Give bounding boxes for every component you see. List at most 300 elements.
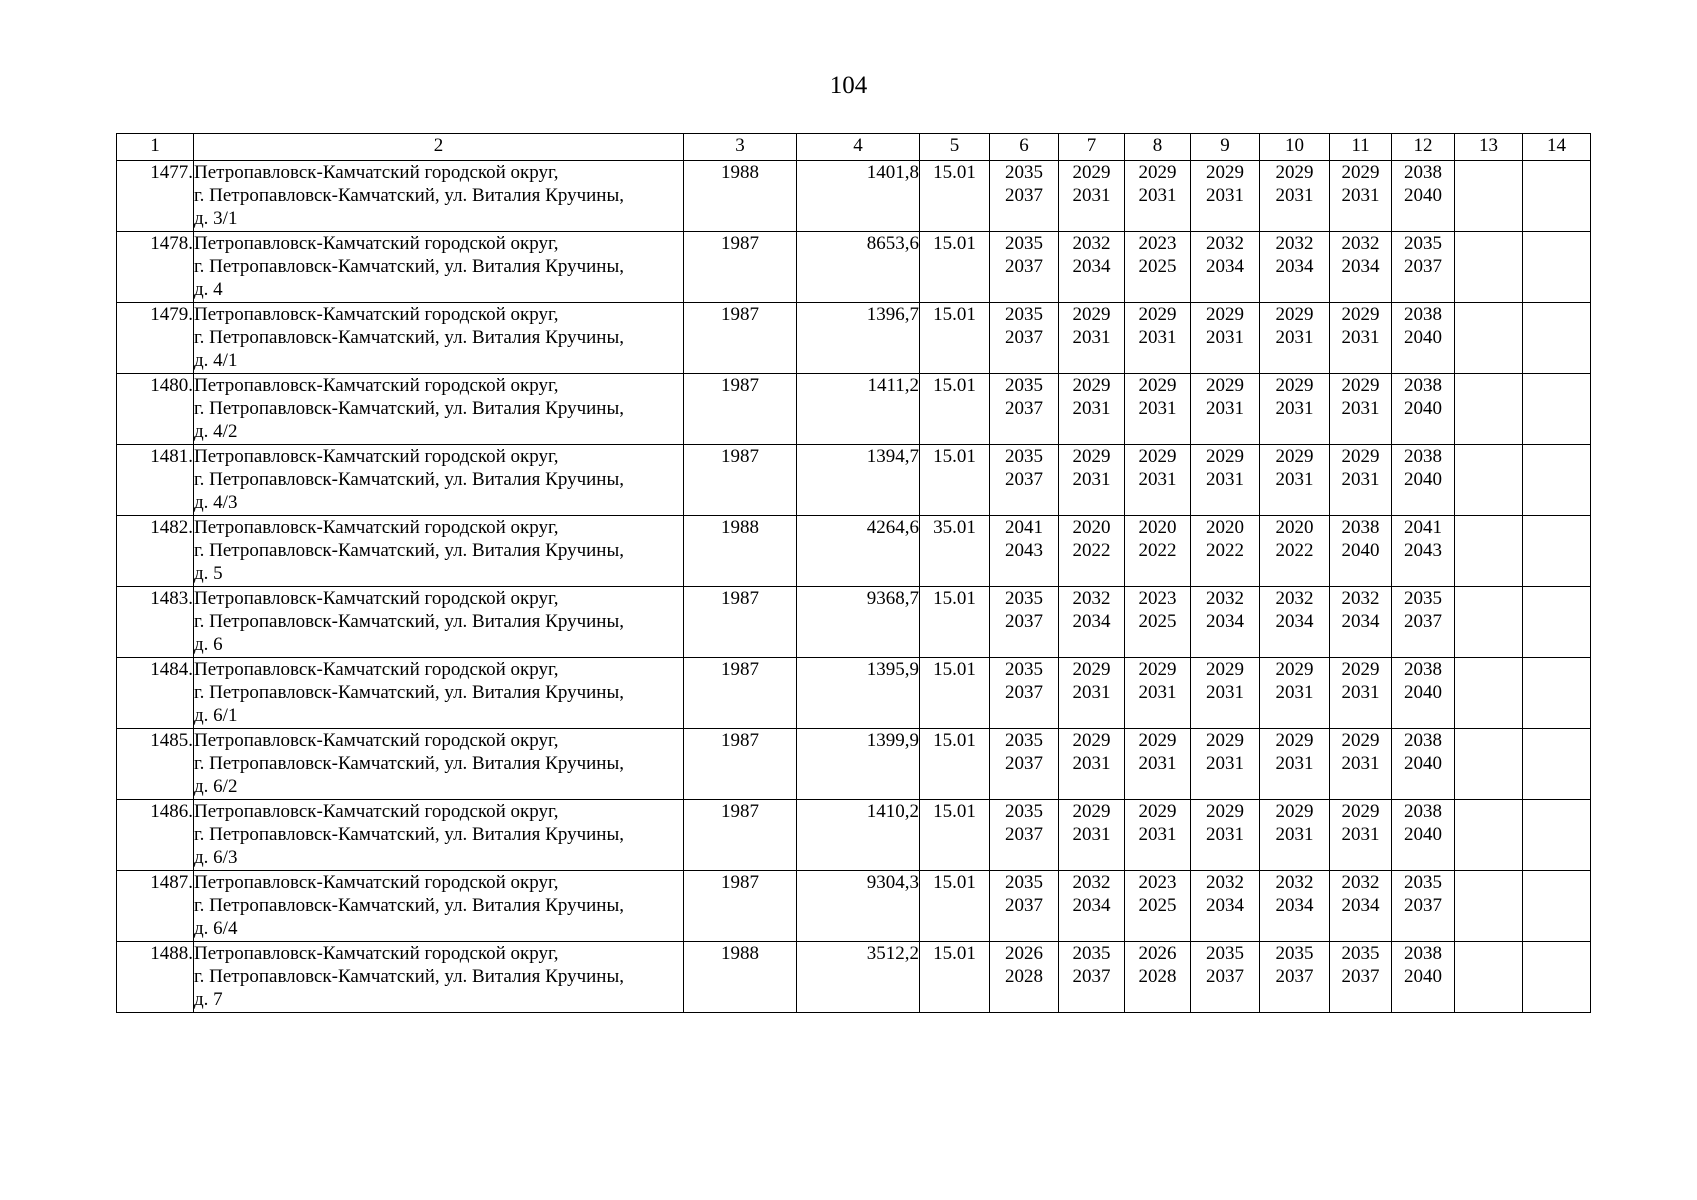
- column-header: 7: [1059, 134, 1125, 161]
- period-cell: [1260, 871, 1330, 942]
- area-cell: 8653,6: [797, 232, 920, 303]
- address-line: Петропавловск-Камчатский городской округ,: [194, 233, 559, 254]
- period-year: 2031: [1341, 824, 1380, 845]
- period-year: 2041: [1005, 517, 1043, 538]
- address-line: г. Петропавловск-Камчатский, ул. Виталия Кручины,: [194, 895, 624, 916]
- row-number-cell: 1483.: [117, 587, 194, 658]
- period-cell: [1260, 942, 1330, 1013]
- code-cell: 15.01: [920, 871, 990, 942]
- empty-cell: [1523, 374, 1591, 445]
- period-year: 2029: [1206, 304, 1244, 325]
- period-year: 2029: [1341, 659, 1380, 680]
- period-cell: [1059, 729, 1125, 800]
- period-cell: [1392, 303, 1455, 374]
- address-line: Петропавловск-Камчатский городской округ,: [194, 730, 559, 751]
- period-cell: [1125, 232, 1191, 303]
- period-cell: [1260, 800, 1330, 871]
- housing-register-table: [116, 133, 1591, 1013]
- empty-cell: [1523, 445, 1591, 516]
- period-year: 2031: [1341, 327, 1380, 348]
- empty-cell: [1523, 303, 1591, 374]
- address-cell: [194, 942, 684, 1013]
- period-cell: [1191, 445, 1260, 516]
- period-cell: [1330, 871, 1392, 942]
- period-year: 2037: [1404, 256, 1442, 277]
- table-row: [117, 587, 1591, 658]
- period-year: 2032: [1341, 233, 1380, 254]
- period-cell: [1059, 800, 1125, 871]
- period-cell: [1392, 445, 1455, 516]
- period-year: 2031: [1275, 682, 1314, 703]
- period-cell: [1260, 374, 1330, 445]
- year-cell: 1987: [684, 800, 797, 871]
- period-year: 2029: [1138, 659, 1177, 680]
- period-year: 2031: [1275, 824, 1314, 845]
- period-year: 2035: [1005, 801, 1043, 822]
- period-year: 2020: [1275, 517, 1314, 538]
- period-year: 2038: [1404, 659, 1442, 680]
- period-year: 2031: [1072, 327, 1111, 348]
- period-cell: [1125, 942, 1191, 1013]
- period-year: 2038: [1404, 162, 1442, 183]
- period-year: 2031: [1072, 469, 1111, 490]
- period-year: 2031: [1138, 185, 1177, 206]
- period-year: 2034: [1206, 256, 1244, 277]
- code-cell: 15.01: [920, 729, 990, 800]
- address-line: Петропавловск-Камчатский городской округ,: [194, 446, 559, 467]
- empty-cell: [1523, 942, 1591, 1013]
- period-year: 2037: [1341, 966, 1380, 987]
- table-row: [117, 161, 1591, 232]
- period-cell: [1330, 445, 1392, 516]
- period-year: 2022: [1275, 540, 1314, 561]
- column-header: 6: [990, 134, 1059, 161]
- table-body: [117, 161, 1591, 1013]
- period-cell: [1330, 303, 1392, 374]
- address-cell: [194, 587, 684, 658]
- period-cell: [1260, 445, 1330, 516]
- period-year: 2032: [1275, 588, 1314, 609]
- address-line: Петропавловск-Камчатский городской округ,: [194, 162, 559, 183]
- table-row: [117, 374, 1591, 445]
- period-year: 2031: [1275, 469, 1314, 490]
- period-year: 2038: [1404, 446, 1442, 467]
- period-year: 2032: [1072, 588, 1111, 609]
- period-year: 2031: [1138, 398, 1177, 419]
- period-year: 2029: [1072, 659, 1111, 680]
- period-year: 2032: [1341, 588, 1380, 609]
- period-year: 2031: [1275, 327, 1314, 348]
- column-header: 12: [1392, 134, 1455, 161]
- period-year: 2043: [1005, 540, 1043, 561]
- address-line: д. 4/2: [194, 421, 238, 442]
- period-year: 2031: [1206, 824, 1244, 845]
- period-cell: [1392, 871, 1455, 942]
- period-year: 2031: [1138, 469, 1177, 490]
- period-cell: [990, 445, 1059, 516]
- empty-cell: [1455, 871, 1523, 942]
- period-year: 2031: [1138, 327, 1177, 348]
- period-year: 2031: [1275, 398, 1314, 419]
- year-cell: 1987: [684, 729, 797, 800]
- period-cell: [1059, 587, 1125, 658]
- period-year: 2031: [1206, 753, 1244, 774]
- period-cell: [1191, 658, 1260, 729]
- period-year: 2029: [1072, 446, 1111, 467]
- empty-cell: [1523, 800, 1591, 871]
- empty-cell: [1455, 232, 1523, 303]
- period-year: 2034: [1072, 895, 1111, 916]
- period-cell: [1260, 658, 1330, 729]
- period-cell: [1330, 587, 1392, 658]
- column-header: 5: [920, 134, 990, 161]
- area-cell: 1394,7: [797, 445, 920, 516]
- period-year: 2040: [1404, 682, 1442, 703]
- address-cell: [194, 871, 684, 942]
- period-year: 2029: [1275, 375, 1314, 396]
- period-cell: [1125, 800, 1191, 871]
- period-year: 2029: [1072, 304, 1111, 325]
- period-cell: [1125, 587, 1191, 658]
- period-year: 2034: [1275, 895, 1314, 916]
- period-year: 2029: [1341, 801, 1380, 822]
- period-cell: [1260, 303, 1330, 374]
- period-year: 2032: [1275, 233, 1314, 254]
- row-number-cell: 1487.: [117, 871, 194, 942]
- address-line: д. 6: [194, 634, 223, 655]
- address-line: Петропавловск-Камчатский городской округ,: [194, 517, 559, 538]
- table-row: [117, 516, 1591, 587]
- address-line: д. 6/1: [194, 705, 238, 726]
- period-cell: [1392, 729, 1455, 800]
- period-year: 2043: [1404, 540, 1442, 561]
- period-year: 2040: [1404, 185, 1442, 206]
- column-header: 14: [1523, 134, 1591, 161]
- period-cell: [1330, 232, 1392, 303]
- period-year: 2037: [1206, 966, 1244, 987]
- address-line: Петропавловск-Камчатский городской округ,: [194, 304, 559, 325]
- period-year: 2020: [1138, 517, 1177, 538]
- area-cell: 9368,7: [797, 587, 920, 658]
- period-year: 2026: [1005, 943, 1043, 964]
- period-year: 2035: [1005, 375, 1043, 396]
- period-cell: [1059, 871, 1125, 942]
- address-cell: [194, 374, 684, 445]
- row-number-cell: 1488.: [117, 942, 194, 1013]
- period-year: 2035: [1005, 304, 1043, 325]
- period-cell: [1125, 871, 1191, 942]
- area-cell: 1410,2: [797, 800, 920, 871]
- period-year: 2029: [1341, 375, 1380, 396]
- address-cell: [194, 729, 684, 800]
- period-year: 2032: [1341, 872, 1380, 893]
- period-year: 2026: [1138, 943, 1177, 964]
- period-year: 2031: [1206, 327, 1244, 348]
- address-line: г. Петропавловск-Камчатский, ул. Виталия Кручины,: [194, 327, 624, 348]
- address-line: Петропавловск-Камчатский городской округ,: [194, 943, 559, 964]
- period-year: 2035: [1005, 872, 1043, 893]
- address-line: Петропавловск-Камчатский городской округ,: [194, 659, 559, 680]
- address-line: г. Петропавловск-Камчатский, ул. Виталия Кручины,: [194, 185, 624, 206]
- period-year: 2029: [1341, 304, 1380, 325]
- period-year: 2032: [1206, 233, 1244, 254]
- period-year: 2037: [1275, 966, 1314, 987]
- period-year: 2034: [1275, 611, 1314, 632]
- period-year: 2029: [1206, 375, 1244, 396]
- period-year: 2031: [1206, 185, 1244, 206]
- period-cell: [1330, 942, 1392, 1013]
- period-year: 2037: [1005, 185, 1043, 206]
- address-line: г. Петропавловск-Камчатский, ул. Виталия Кручины,: [194, 256, 624, 277]
- empty-cell: [1455, 374, 1523, 445]
- period-year: 2031: [1341, 469, 1380, 490]
- address-line: Петропавловск-Камчатский городской округ,: [194, 375, 559, 396]
- period-cell: [1059, 516, 1125, 587]
- address-line: г. Петропавловск-Камчатский, ул. Виталия Кручины,: [194, 540, 624, 561]
- address-line: д. 4: [194, 279, 223, 300]
- period-cell: [1191, 374, 1260, 445]
- address-line: д. 5: [194, 563, 223, 584]
- code-cell: 15.01: [920, 232, 990, 303]
- table-row: [117, 232, 1591, 303]
- address-line: д. 6/4: [194, 918, 238, 939]
- period-cell: [1059, 658, 1125, 729]
- empty-cell: [1455, 942, 1523, 1013]
- table-row: [117, 871, 1591, 942]
- empty-cell: [1523, 729, 1591, 800]
- empty-cell: [1523, 516, 1591, 587]
- table-row: [117, 658, 1591, 729]
- column-header: 3: [684, 134, 797, 161]
- period-year: 2037: [1404, 611, 1442, 632]
- period-year: 2029: [1341, 162, 1380, 183]
- period-year: 2031: [1072, 398, 1111, 419]
- period-cell: [1191, 161, 1260, 232]
- period-cell: [1125, 445, 1191, 516]
- period-year: 2037: [1072, 966, 1111, 987]
- column-header: 10: [1260, 134, 1330, 161]
- period-cell: [1392, 942, 1455, 1013]
- row-number-cell: 1481.: [117, 445, 194, 516]
- address-line: Петропавловск-Камчатский городской округ,: [194, 588, 559, 609]
- period-year: 2035: [1341, 943, 1380, 964]
- empty-cell: [1455, 658, 1523, 729]
- row-number-cell: 1485.: [117, 729, 194, 800]
- empty-cell: [1455, 303, 1523, 374]
- period-cell: [990, 658, 1059, 729]
- period-year: 2034: [1341, 256, 1380, 277]
- address-line: Петропавловск-Камчатский городской округ,: [194, 872, 559, 893]
- period-cell: [1330, 800, 1392, 871]
- period-year: 2029: [1206, 446, 1244, 467]
- period-year: 2034: [1072, 611, 1111, 632]
- period-cell: [1392, 232, 1455, 303]
- period-cell: [1260, 587, 1330, 658]
- area-cell: 4264,6: [797, 516, 920, 587]
- period-year: 2035: [1206, 943, 1244, 964]
- address-line: г. Петропавловск-Камчатский, ул. Виталия Кручины,: [194, 469, 624, 490]
- column-header: 9: [1191, 134, 1260, 161]
- period-cell: [1059, 232, 1125, 303]
- year-cell: 1987: [684, 587, 797, 658]
- period-cell: [990, 800, 1059, 871]
- period-year: 2040: [1404, 966, 1442, 987]
- empty-cell: [1523, 587, 1591, 658]
- column-header: 1: [117, 134, 194, 161]
- period-cell: [990, 729, 1059, 800]
- empty-cell: [1523, 871, 1591, 942]
- period-year: 2029: [1072, 730, 1111, 751]
- period-cell: [1191, 516, 1260, 587]
- table-row: [117, 729, 1591, 800]
- period-year: 2031: [1138, 753, 1177, 774]
- period-year: 2020: [1206, 517, 1244, 538]
- empty-cell: [1455, 800, 1523, 871]
- year-cell: 1987: [684, 374, 797, 445]
- period-cell: [1330, 374, 1392, 445]
- period-year: 2023: [1138, 233, 1177, 254]
- period-year: 2022: [1138, 540, 1177, 561]
- year-cell: 1987: [684, 445, 797, 516]
- period-year: 2040: [1404, 398, 1442, 419]
- period-cell: [990, 942, 1059, 1013]
- area-cell: 1395,9: [797, 658, 920, 729]
- period-cell: [1191, 871, 1260, 942]
- column-header: 2: [194, 134, 684, 161]
- period-year: 2029: [1072, 801, 1111, 822]
- period-year: 2023: [1138, 588, 1177, 609]
- period-year: 2035: [1005, 730, 1043, 751]
- address-line: д. 4/1: [194, 350, 238, 371]
- address-line: г. Петропавловск-Камчатский, ул. Виталия Кручины,: [194, 611, 624, 632]
- address-line: г. Петропавловск-Камчатский, ул. Виталия Кручины,: [194, 824, 624, 845]
- period-cell: [1191, 942, 1260, 1013]
- period-cell: [1330, 729, 1392, 800]
- code-cell: 15.01: [920, 658, 990, 729]
- period-year: 2029: [1138, 730, 1177, 751]
- address-line: д. 6/3: [194, 847, 238, 868]
- period-cell: [1392, 161, 1455, 232]
- period-cell: [1125, 303, 1191, 374]
- period-year: 2028: [1138, 966, 1177, 987]
- period-year: 2031: [1072, 824, 1111, 845]
- period-cell: [1191, 729, 1260, 800]
- period-year: 2031: [1341, 753, 1380, 774]
- area-cell: 1399,9: [797, 729, 920, 800]
- period-cell: [1191, 303, 1260, 374]
- period-year: 2031: [1341, 398, 1380, 419]
- row-number-cell: 1479.: [117, 303, 194, 374]
- period-year: 2031: [1072, 682, 1111, 703]
- table-row: [117, 303, 1591, 374]
- address-line: д. 7: [194, 989, 223, 1010]
- period-year: 2029: [1072, 162, 1111, 183]
- period-year: 2038: [1341, 517, 1380, 538]
- period-year: 2037: [1005, 824, 1043, 845]
- empty-cell: [1455, 516, 1523, 587]
- period-year: 2031: [1138, 824, 1177, 845]
- period-cell: [1059, 374, 1125, 445]
- period-year: 2022: [1072, 540, 1111, 561]
- empty-cell: [1455, 445, 1523, 516]
- period-year: 2029: [1138, 304, 1177, 325]
- period-year: 2031: [1138, 682, 1177, 703]
- period-year: 2034: [1206, 611, 1244, 632]
- period-cell: [1059, 445, 1125, 516]
- period-year: 2040: [1341, 540, 1380, 561]
- period-year: 2035: [1005, 233, 1043, 254]
- area-cell: 3512,2: [797, 942, 920, 1013]
- period-year: 2022: [1206, 540, 1244, 561]
- period-year: 2034: [1341, 611, 1380, 632]
- row-number-cell: 1482.: [117, 516, 194, 587]
- period-year: 2038: [1404, 730, 1442, 751]
- period-year: 2041: [1404, 517, 1442, 538]
- period-cell: [990, 516, 1059, 587]
- address-line: Петропавловск-Камчатский городской округ,: [194, 801, 559, 822]
- period-year: 2029: [1275, 446, 1314, 467]
- period-cell: [1125, 658, 1191, 729]
- period-year: 2034: [1206, 895, 1244, 916]
- header-row: [117, 134, 1591, 161]
- period-cell: [1330, 161, 1392, 232]
- period-year: 2037: [1404, 895, 1442, 916]
- year-cell: 1988: [684, 942, 797, 1013]
- period-cell: [1260, 161, 1330, 232]
- period-year: 2035: [1005, 659, 1043, 680]
- period-year: 2029: [1275, 659, 1314, 680]
- period-year: 2029: [1275, 304, 1314, 325]
- code-cell: 35.01: [920, 516, 990, 587]
- period-cell: [990, 871, 1059, 942]
- period-year: 2035: [1404, 588, 1442, 609]
- address-cell: [194, 445, 684, 516]
- period-year: 2032: [1206, 588, 1244, 609]
- code-cell: 15.01: [920, 303, 990, 374]
- period-year: 2029: [1138, 162, 1177, 183]
- period-cell: [1059, 942, 1125, 1013]
- column-header: 13: [1455, 134, 1523, 161]
- period-year: 2029: [1275, 730, 1314, 751]
- period-cell: [990, 303, 1059, 374]
- address-cell: [194, 658, 684, 729]
- table-row: [117, 445, 1591, 516]
- period-year: 2031: [1206, 398, 1244, 419]
- period-year: 2029: [1138, 446, 1177, 467]
- period-year: 2032: [1275, 872, 1314, 893]
- period-cell: [1191, 800, 1260, 871]
- code-cell: 15.01: [920, 587, 990, 658]
- period-year: 2029: [1275, 162, 1314, 183]
- period-cell: [1392, 516, 1455, 587]
- empty-cell: [1523, 161, 1591, 232]
- period-year: 2040: [1404, 327, 1442, 348]
- period-year: 2032: [1072, 233, 1111, 254]
- period-cell: [1392, 800, 1455, 871]
- period-year: 2025: [1138, 895, 1177, 916]
- period-year: 2031: [1341, 185, 1380, 206]
- address-cell: [194, 161, 684, 232]
- period-cell: [1125, 161, 1191, 232]
- period-year: 2031: [1072, 185, 1111, 206]
- area-cell: 9304,3: [797, 871, 920, 942]
- year-cell: 1988: [684, 161, 797, 232]
- period-cell: [1392, 587, 1455, 658]
- period-cell: [990, 232, 1059, 303]
- row-number-cell: 1480.: [117, 374, 194, 445]
- period-year: 2034: [1072, 256, 1111, 277]
- period-year: 2038: [1404, 801, 1442, 822]
